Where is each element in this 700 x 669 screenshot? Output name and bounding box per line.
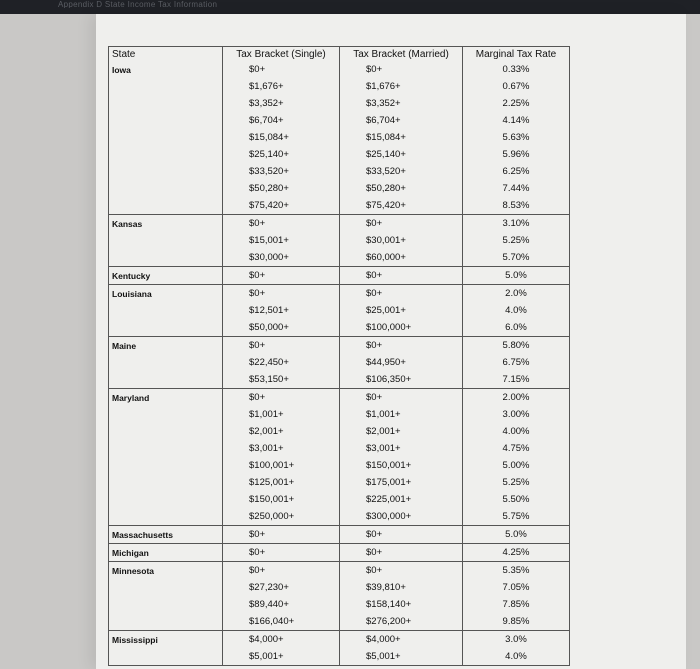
header-single: Tax Bracket (Single) xyxy=(223,47,340,62)
state-cell xyxy=(109,180,223,197)
state-cell xyxy=(109,112,223,129)
single-bracket-cell: $3,352+ xyxy=(223,95,340,112)
single-bracket-cell: $0+ xyxy=(223,389,340,407)
table-row xyxy=(109,474,570,491)
table-row xyxy=(109,354,570,371)
single-bracket-cell: $53,150+ xyxy=(223,371,340,389)
single-bracket-cell: $4,000+ xyxy=(223,631,340,649)
table-row xyxy=(109,78,570,95)
rate-cell: 6.75% xyxy=(463,354,570,371)
state-cell: Maine xyxy=(109,337,223,355)
single-bracket-cell: $22,450+ xyxy=(223,354,340,371)
single-bracket-cell: $12,501+ xyxy=(223,302,340,319)
single-bracket-cell: $50,280+ xyxy=(223,180,340,197)
state-cell xyxy=(109,491,223,508)
table-row xyxy=(109,371,570,389)
table-row xyxy=(109,163,570,180)
state-cell: Maryland xyxy=(109,389,223,407)
table-row xyxy=(109,544,570,562)
single-bracket-cell: $27,230+ xyxy=(223,579,340,596)
married-bracket-cell: $1,676+ xyxy=(340,78,463,95)
single-bracket-cell: $0+ xyxy=(223,544,340,562)
married-bracket-cell: $25,140+ xyxy=(340,146,463,163)
table-body xyxy=(109,61,570,666)
rate-cell: 3.0% xyxy=(463,631,570,649)
married-bracket-cell: $5,001+ xyxy=(340,648,463,666)
state-cell: Minnesota xyxy=(109,562,223,580)
rate-cell: 9.85% xyxy=(463,613,570,631)
single-bracket-cell: $15,084+ xyxy=(223,129,340,146)
single-bracket-cell: $0+ xyxy=(223,337,340,355)
rate-cell: 4.0% xyxy=(463,302,570,319)
state-cell xyxy=(109,579,223,596)
table-row xyxy=(109,508,570,526)
rate-cell: 5.0% xyxy=(463,267,570,285)
table-row xyxy=(109,180,570,197)
single-bracket-cell: $75,420+ xyxy=(223,197,340,215)
state-cell xyxy=(109,354,223,371)
table-row xyxy=(109,648,570,666)
married-bracket-cell: $15,084+ xyxy=(340,129,463,146)
table-row xyxy=(109,129,570,146)
single-bracket-cell: $0+ xyxy=(223,215,340,233)
rate-cell: 4.25% xyxy=(463,544,570,562)
single-bracket-cell: $150,001+ xyxy=(223,491,340,508)
table-row xyxy=(109,613,570,631)
married-bracket-cell: $2,001+ xyxy=(340,423,463,440)
married-bracket-cell: $158,140+ xyxy=(340,596,463,613)
rate-cell: 7.05% xyxy=(463,579,570,596)
married-bracket-cell: $0+ xyxy=(340,337,463,355)
table-row xyxy=(109,302,570,319)
table-row xyxy=(109,406,570,423)
married-bracket-cell: $0+ xyxy=(340,267,463,285)
single-bracket-cell: $1,001+ xyxy=(223,406,340,423)
table-row xyxy=(109,267,570,285)
married-bracket-cell: $44,950+ xyxy=(340,354,463,371)
married-bracket-cell: $276,200+ xyxy=(340,613,463,631)
married-bracket-cell: $6,704+ xyxy=(340,112,463,129)
state-cell xyxy=(109,648,223,666)
state-tax-table xyxy=(108,46,570,666)
single-bracket-cell: $6,704+ xyxy=(223,112,340,129)
single-bracket-cell: $3,001+ xyxy=(223,440,340,457)
married-bracket-cell: $25,001+ xyxy=(340,302,463,319)
table-row xyxy=(109,232,570,249)
single-bracket-cell: $50,000+ xyxy=(223,319,340,337)
single-bracket-cell: $15,001+ xyxy=(223,232,340,249)
state-cell xyxy=(109,596,223,613)
rate-cell: 7.44% xyxy=(463,180,570,197)
single-bracket-cell: $0+ xyxy=(223,285,340,303)
rate-cell: 4.14% xyxy=(463,112,570,129)
married-bracket-cell: $4,000+ xyxy=(340,631,463,649)
table-row xyxy=(109,423,570,440)
rate-cell: 8.53% xyxy=(463,197,570,215)
state-cell xyxy=(109,302,223,319)
table-row xyxy=(109,389,570,407)
rate-cell: 4.00% xyxy=(463,423,570,440)
married-bracket-cell: $0+ xyxy=(340,61,463,78)
married-bracket-cell: $175,001+ xyxy=(340,474,463,491)
single-bracket-cell: $0+ xyxy=(223,267,340,285)
state-cell xyxy=(109,474,223,491)
married-bracket-cell: $100,000+ xyxy=(340,319,463,337)
married-bracket-cell: $0+ xyxy=(340,544,463,562)
table-row xyxy=(109,215,570,233)
rate-cell: 3.10% xyxy=(463,215,570,233)
married-bracket-cell: $106,350+ xyxy=(340,371,463,389)
married-bracket-cell: $300,000+ xyxy=(340,508,463,526)
state-cell xyxy=(109,319,223,337)
state-cell: Iowa xyxy=(109,61,223,78)
rate-cell: 5.63% xyxy=(463,129,570,146)
table-row xyxy=(109,440,570,457)
rate-cell: 5.80% xyxy=(463,337,570,355)
married-bracket-cell: $3,001+ xyxy=(340,440,463,457)
state-cell xyxy=(109,613,223,631)
single-bracket-cell: $250,000+ xyxy=(223,508,340,526)
married-bracket-cell: $0+ xyxy=(340,389,463,407)
married-bracket-cell: $225,001+ xyxy=(340,491,463,508)
single-bracket-cell: $125,001+ xyxy=(223,474,340,491)
rate-cell: 7.15% xyxy=(463,371,570,389)
header-rate: Marginal Tax Rate xyxy=(463,47,570,62)
table-row xyxy=(109,491,570,508)
header-state: State xyxy=(109,47,223,62)
single-bracket-cell: $0+ xyxy=(223,562,340,580)
rate-cell: 6.0% xyxy=(463,319,570,337)
table-row xyxy=(109,562,570,580)
single-bracket-cell: $89,440+ xyxy=(223,596,340,613)
rate-cell: 0.33% xyxy=(463,61,570,78)
header-married: Tax Bracket (Married) xyxy=(340,47,463,62)
rate-cell: 5.35% xyxy=(463,562,570,580)
state-cell xyxy=(109,95,223,112)
table-row xyxy=(109,61,570,78)
state-cell xyxy=(109,508,223,526)
rate-cell: 4.0% xyxy=(463,648,570,666)
rate-cell: 2.00% xyxy=(463,389,570,407)
married-bracket-cell: $33,520+ xyxy=(340,163,463,180)
married-bracket-cell: $60,000+ xyxy=(340,249,463,267)
table-row xyxy=(109,596,570,613)
state-cell xyxy=(109,163,223,180)
table-row xyxy=(109,631,570,649)
top-bar xyxy=(0,0,700,14)
state-cell xyxy=(109,371,223,389)
state-cell xyxy=(109,78,223,95)
married-bracket-cell: $30,001+ xyxy=(340,232,463,249)
table-row xyxy=(109,285,570,303)
rate-cell: 5.75% xyxy=(463,508,570,526)
state-cell: Massachusetts xyxy=(109,526,223,544)
married-bracket-cell: $0+ xyxy=(340,562,463,580)
rate-cell: 6.25% xyxy=(463,163,570,180)
single-bracket-cell: $166,040+ xyxy=(223,613,340,631)
married-bracket-cell: $0+ xyxy=(340,215,463,233)
rate-cell: 5.0% xyxy=(463,526,570,544)
married-bracket-cell: $0+ xyxy=(340,526,463,544)
state-cell: Mississippi xyxy=(109,631,223,649)
state-cell xyxy=(109,232,223,249)
single-bracket-cell: $1,676+ xyxy=(223,78,340,95)
rate-cell: 3.00% xyxy=(463,406,570,423)
state-cell xyxy=(109,457,223,474)
rate-cell: 5.00% xyxy=(463,457,570,474)
table-row xyxy=(109,249,570,267)
table-row xyxy=(109,319,570,337)
single-bracket-cell: $100,001+ xyxy=(223,457,340,474)
table-row xyxy=(109,146,570,163)
table-row xyxy=(109,197,570,215)
state-cell xyxy=(109,406,223,423)
state-cell xyxy=(109,249,223,267)
table-row xyxy=(109,457,570,474)
table-row xyxy=(109,112,570,129)
header-fragment: Appendix D State Income Tax Information xyxy=(58,0,218,8)
state-cell xyxy=(109,197,223,215)
rate-cell: 0.67% xyxy=(463,78,570,95)
table-row xyxy=(109,95,570,112)
married-bracket-cell: $75,420+ xyxy=(340,197,463,215)
state-cell: Kentucky xyxy=(109,267,223,285)
single-bracket-cell: $30,000+ xyxy=(223,249,340,267)
married-bracket-cell: $50,280+ xyxy=(340,180,463,197)
table-header-row xyxy=(109,47,570,62)
state-cell xyxy=(109,440,223,457)
table-row xyxy=(109,337,570,355)
married-bracket-cell: $0+ xyxy=(340,285,463,303)
state-cell xyxy=(109,146,223,163)
state-cell: Michigan xyxy=(109,544,223,562)
rate-cell: 7.85% xyxy=(463,596,570,613)
state-cell: Louisiana xyxy=(109,285,223,303)
single-bracket-cell: $25,140+ xyxy=(223,146,340,163)
rate-cell: 2.25% xyxy=(463,95,570,112)
rate-cell: 5.96% xyxy=(463,146,570,163)
table-row xyxy=(109,579,570,596)
rate-cell: 4.75% xyxy=(463,440,570,457)
rate-cell: 5.25% xyxy=(463,232,570,249)
married-bracket-cell: $150,001+ xyxy=(340,457,463,474)
table-row xyxy=(109,526,570,544)
single-bracket-cell: $0+ xyxy=(223,526,340,544)
married-bracket-cell: $39,810+ xyxy=(340,579,463,596)
rate-cell: 2.0% xyxy=(463,285,570,303)
rate-cell: 5.25% xyxy=(463,474,570,491)
state-cell: Kansas xyxy=(109,215,223,233)
married-bracket-cell: $1,001+ xyxy=(340,406,463,423)
rate-cell: 5.50% xyxy=(463,491,570,508)
single-bracket-cell: $0+ xyxy=(223,61,340,78)
single-bracket-cell: $33,520+ xyxy=(223,163,340,180)
rate-cell: 5.70% xyxy=(463,249,570,267)
married-bracket-cell: $3,352+ xyxy=(340,95,463,112)
single-bracket-cell: $5,001+ xyxy=(223,648,340,666)
state-cell xyxy=(109,129,223,146)
state-cell xyxy=(109,423,223,440)
single-bracket-cell: $2,001+ xyxy=(223,423,340,440)
